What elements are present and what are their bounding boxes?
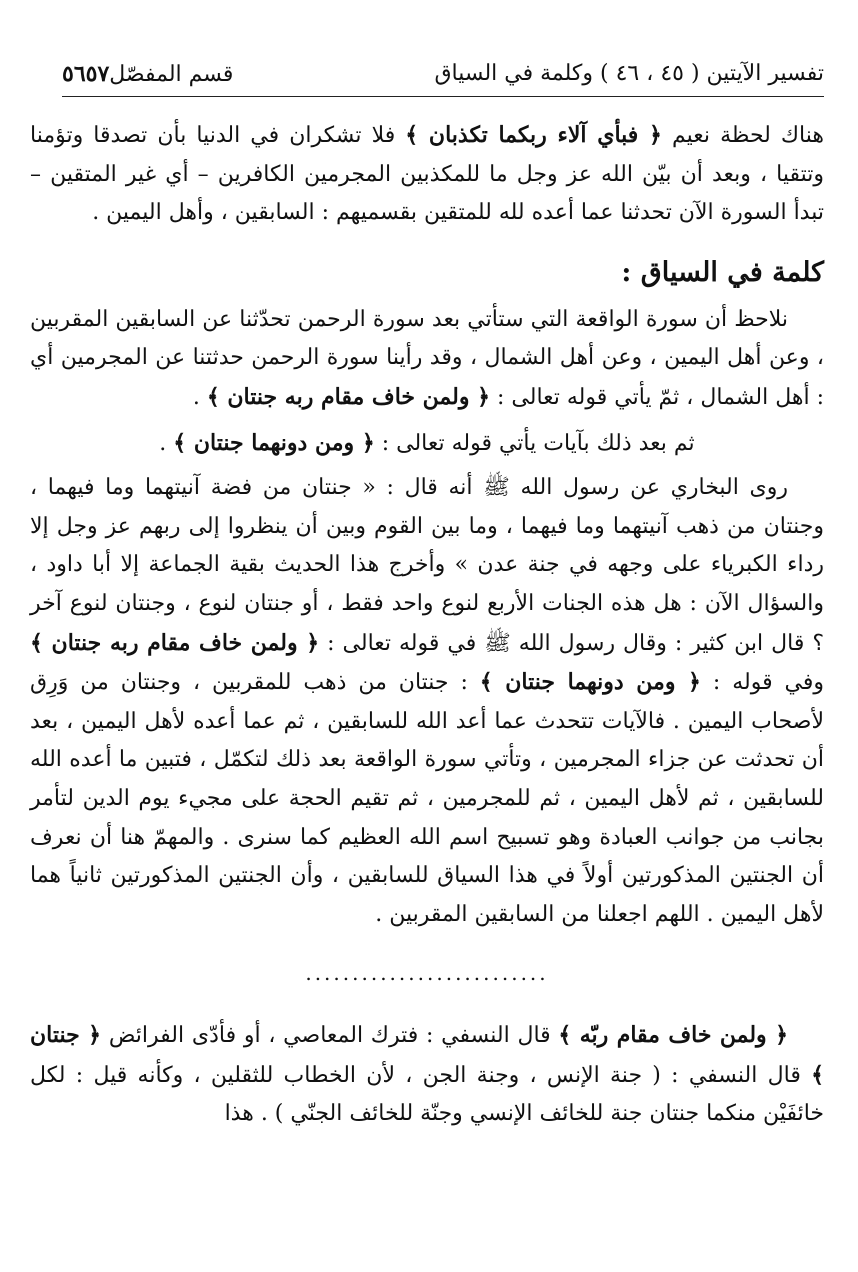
section-name: قسم المفصّل [109,62,234,87]
text: قال النسفي : ( جنة الإنس ، وجنة الجن ، لأن الخطاب للثقلين ، وكأنه قيل : لكل خائفَيْن منكما جنتان جنة للخائف الإنسي وجنّة للخائف الجنّي ) . هذا [30,1062,824,1127]
quran-verse: ﴿ ولمن خاف مقام ربه جنتان ﴾ [206,383,490,410]
page-header [62,55,824,97]
text: . [159,430,174,456]
text: هناك لحظة نعيم [661,123,824,148]
text: وفي قوله : [700,670,824,696]
text: روى البخاري عن رسول الله ﷺ أنه قال : « جنتان من فضة آنيتهما وما فيهما ، وجنتان من ذهب آنيتهما وما فيهما ، وما بين القوم وبين أن ينظروا إلى ربهم عز وجل إلا رداء الكبرياء على وجهه في جنة عدن » وأخرج هذا الحديث بقية الجماعة إلا أبا داود ، والسؤال الآن : هل هذه الجنات الأربع لنوع واحد فقط ، أو جنتان لنوع ، وجنتان لنوع آخر ؟ قال ابن كثير : وقال رسول الله ﷺ في قوله تعالى : [30,475,825,656]
paragraph-2 [30,301,824,418]
quran-verse: ﴿ ومن دونهما جنتان ﴾ [479,669,701,696]
page-number: ٥٦٥٧ [62,61,110,87]
quran-verse: ﴿ فبأي آلاء ربكما تكذبان ﴾ [405,122,662,148]
paragraph-4 [30,469,824,934]
paragraph-1 [30,116,824,233]
paragraph-5 [30,1016,824,1134]
section-heading: كلمة في السياق : [621,256,824,288]
paragraph-3 [30,424,824,464]
quran-verse: ﴿ جنتان ﴾ [30,1022,824,1088]
section-separator: .......................... [305,961,549,986]
quran-verse: ﴿ ومن دونهما جنتان ﴾ [173,429,375,456]
page-body [30,110,824,1134]
section-label [62,61,259,87]
text: فلا تشكران في الدنيا بأن تصدقا وتؤمنا وتتقيا ، وبعد أن بيّن الله عز وجل ما للمكذبين المجرمين الكافرين – أي غير المتقين – تبدأ السورة الآن تحدثنا عما أعده لله للمتقين بقسميهم : السابقين ، وأهل اليمين . [30,123,824,226]
text: نلاحظ أن سورة الواقعة التي ستأتي بعد سورة الرحمن تحدّثنا عن السابقين المقربين ، وعن أهل اليمين ، وعن أهل الشمال ، وقد رأينا سورة الرحمن حدثتنا عن المجرمين أي : أهل الشمال ، ثمّ يأتي قوله تعالى : [30,306,824,410]
running-title: تفسير الآيتين ( ٤٥ ، ٤٦ ) وكلمة في السياق [434,61,824,86]
text: : جنتان من ذهب للمقربين ، وجنتان من وَرِق لأصحاب اليمين . فالآيات تتحدث عما أعد الله للسابقين ، ثم عما أعده لأهل اليمين ، بعد أن تحدثت عن جزاء المجرمين ، وتأتي سورة الواقعة بعد ذلك لتكمّل ، فتبين ما أعده الله للسابقين ، ثم لأهل اليمين ، ثم للمجرمين ، ثم تقيم الحجة على مجيء يوم الدين لتأمر بجانب من جوانب العبادة وهو تسبيح اسم الله العظيم كما سنرى . والمهمّ هنا أن نعرف أن الجنتين المذكورتين أولاً في هذا السياق للسابقين ، وأن الجنتين المذكورتين ثانياً هما لأهل اليمين . اللهم اجعلنا من السابقين المقربين . [30,670,824,927]
text: . [192,384,207,410]
text: قال النسفي : فترك المعاصي ، أو فأدّى الفرائض [101,1023,559,1049]
quran-verse: ﴿ ولمن خاف مقام ربّه ﴾ [558,1022,788,1049]
header-rule [62,96,824,97]
quran-verse: ﴿ ولمن خاف مقام ربه جنتان ﴾ [30,629,320,656]
text: ثم بعد ذلك بآيات يأتي قوله تعالى : [374,430,695,456]
